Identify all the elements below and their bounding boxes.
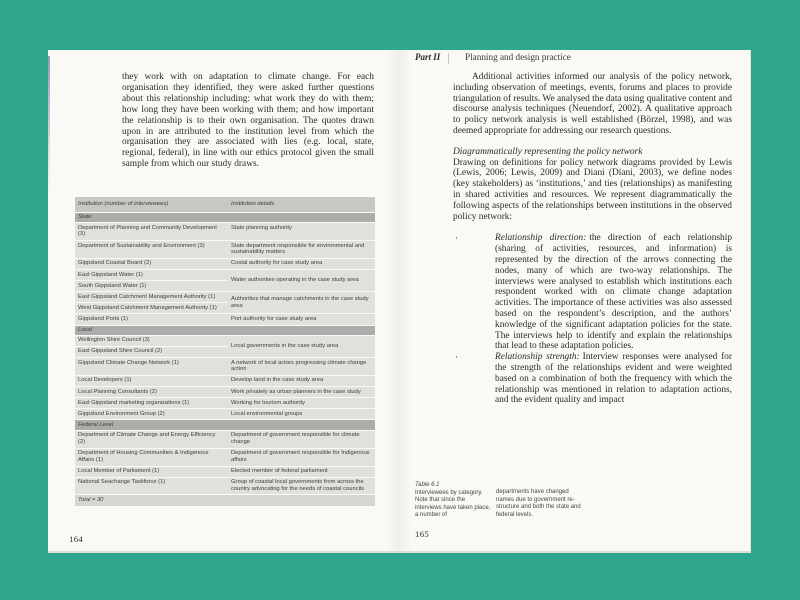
footnote-table-label: Table 6.1	[415, 482, 440, 488]
table-row	[75, 430, 375, 448]
table-row	[75, 466, 375, 477]
table-row	[75, 258, 375, 269]
cell-details: State planning authority	[228, 223, 375, 241]
bullet-item-relationship-direction	[453, 233, 732, 352]
bullet-body: Interview responses were analysed for the strength of the relationships evident and were weighted based on a combination of both the frequency with which the relationship was mentioned in relation to adaptation actions, and the evident quality and impact	[495, 352, 732, 406]
table-row	[75, 270, 375, 281]
table-section-label: Local	[75, 325, 375, 335]
institutions-table	[75, 197, 375, 507]
left-page-paragraph: they work with on adaptation to climate change. For each organisation they identified, they were asked further questions about this relationship including: what work they do with them; how long they have been working with them; and how important the relationship is to their own organisation. The quotes drawn upon in are attributed to the institution level from which the organisation they are associated with lies (e.g. local, state, regional, federal), in line with our ethics protocol given the small sample from which our study draws.	[122, 72, 374, 170]
table-row	[75, 477, 375, 495]
table-row	[75, 409, 375, 420]
cell-details: Authorities that manage catchments in the case study area	[228, 292, 375, 314]
cell-details: Local governments in the case study area	[228, 335, 375, 357]
table-row	[75, 387, 375, 398]
bullet-item-relationship-strength	[453, 352, 732, 406]
table-row	[75, 223, 375, 241]
bullet-marker-icon: ·	[455, 233, 458, 244]
table-total-label: Total = 30	[75, 495, 375, 506]
cell-institution: Department of Planning and Community Development (3)	[75, 223, 228, 241]
cell-details: Elected member of federal parliament	[228, 466, 375, 477]
cell-details: State department responsible for environmental and sustainability matters	[228, 241, 375, 259]
table-section-row	[75, 325, 375, 335]
cell-details: A network of local actors progressing climate change action	[228, 358, 375, 376]
table-row	[75, 358, 375, 376]
table-row	[75, 398, 375, 409]
cell-institution: South Gippsland Water (1)	[75, 281, 228, 292]
cell-institution: East Gippsland Catchment Management Authority (1)	[75, 292, 228, 303]
table-body	[75, 212, 375, 506]
footnote-column-1	[415, 482, 493, 520]
bullet-lead: Relationship strength:	[495, 352, 580, 363]
cell-institution: East Gippsland marketing organizations (1)	[75, 398, 228, 409]
footnote-column-2: departments have changed names due to government re-structure and both the state and federal levels.	[496, 489, 581, 518]
cell-institution: Department of Climate Change and Energy Efficiency (2)	[75, 430, 228, 448]
paragraph-additional-activities: Additional activities informed our analysis of the policy network, including observation of meetings, events, forums and places to provide triangulation of results. We analysed the data using qualitative content and discourse analysis techniques (Neuendorf, 2002). A qualitative approach to policy network analysis is well established (Börzel, 1998), and was deemed appropriate for addressing our research questions.	[453, 72, 732, 136]
cell-institution: Local Planning Consultants (2)	[75, 387, 228, 398]
table-header-institution: Institution (number of interviewees)	[75, 197, 228, 212]
table-section-label: State	[75, 212, 375, 222]
cell-institution: Local Developers (1)	[75, 375, 228, 386]
table-row	[75, 314, 375, 325]
page-edge-shadow	[48, 56, 50, 196]
cell-institution: East Gippsland Shire Council (2)	[75, 346, 228, 357]
bullet-list	[453, 233, 732, 406]
cell-institution: West Gippsland Catchment Management Authority (1)	[75, 303, 228, 314]
cell-details: Develop land in the case study area	[228, 375, 375, 386]
table-section-label: Federal Level	[75, 420, 375, 430]
part-label: Part II	[415, 52, 441, 62]
cell-institution: Wellington Shire Council (3)	[75, 335, 228, 346]
table-section-row	[75, 420, 375, 430]
table-row	[75, 241, 375, 259]
cell-details: Port authority for case study area	[228, 314, 375, 325]
table-section-row	[75, 212, 375, 222]
cell-institution: Gippsland Climate Change Network (1)	[75, 358, 228, 376]
table-total-row	[75, 495, 375, 506]
cell-details: Local environmental groups	[228, 409, 375, 420]
bullet-text	[495, 233, 732, 352]
cell-institution: Department of Sustainability and Environment (3)	[75, 241, 228, 259]
cell-institution: Department of Housing Communities & Indigenous Affairs (1)	[75, 448, 228, 466]
table-row	[75, 335, 375, 346]
cell-institution: East Gippsland Water (1)	[75, 270, 228, 281]
table-row	[75, 448, 375, 466]
book-spine	[386, 50, 412, 551]
bullet-lead: Relationship direction:	[495, 233, 587, 244]
paragraph-drawing-definitions: Drawing on definitions for policy network diagrams provided by Lewis (Lewis, 2006; Lewis, 2009) and Diani (Diani, 2003), we define nodes (key stakeholders) as ‘institutions,’ and ties (relationships) as manifesting in shared activities and resources. We represent diagrammatically the following aspects of the relationships between institutions in the observed policy network:	[453, 157, 732, 222]
table-header-row	[75, 197, 375, 212]
page-number-right: 165	[415, 529, 430, 539]
book-spread	[48, 50, 751, 553]
cell-details: Group of coastal local governments from across the country advocating for the needs of coastal councils	[228, 477, 375, 495]
cell-details: Department of government responsible for Indigenous affairs	[228, 448, 375, 466]
cell-institution: National Seachange Taskforce (1)	[75, 477, 228, 495]
cell-details: Water authorities operating in the case study area	[228, 270, 375, 292]
running-head-divider	[448, 53, 449, 64]
cell-details: Working for tourism authority	[228, 398, 375, 409]
right-page-text-column	[453, 72, 732, 406]
bullet-body: the direction of each relationship (sharing of activities, resources, and information) is represented by the direction of the arrows connecting the nodes, many of which are two-way relationships. The interviews were analysed to establish which institutions each respondent worked with on climate change adaptation activities. The importance of these activities was also assessed based on the respondent’s description, and the authors’ knowledge of the significant adaptation policies for the state. The interviews help to identify and explain the relationships that lead to these adaptation policies.	[495, 233, 733, 352]
bullet-marker-icon: ·	[455, 352, 458, 363]
footnote-caption-part1: Interviewees by category. Note that since the interviews have taken place, a number of	[415, 489, 491, 519]
cell-details: Work privately as urban planners in the case study	[228, 387, 375, 398]
table-row	[75, 375, 375, 386]
cell-details: Costal authority for case study area	[228, 258, 375, 269]
cell-institution: Gippsland Environment Group (2)	[75, 409, 228, 420]
cell-institution: Gippsland Ports (1)	[75, 314, 228, 325]
running-head-title: Planning and design practice	[465, 52, 571, 62]
cell-institution: Gippsland Coastal Board (2)	[75, 258, 228, 269]
bullet-text	[495, 352, 732, 406]
cell-details: Department of government responsible for climate change	[228, 430, 375, 448]
cell-institution: Local Member of Parliament (1)	[75, 466, 228, 477]
page-number-left: 164	[69, 534, 84, 544]
table-header-details: Institution details	[228, 197, 375, 212]
table-row	[75, 292, 375, 303]
section-heading: Diagrammatically representing the policy network	[453, 146, 643, 157]
